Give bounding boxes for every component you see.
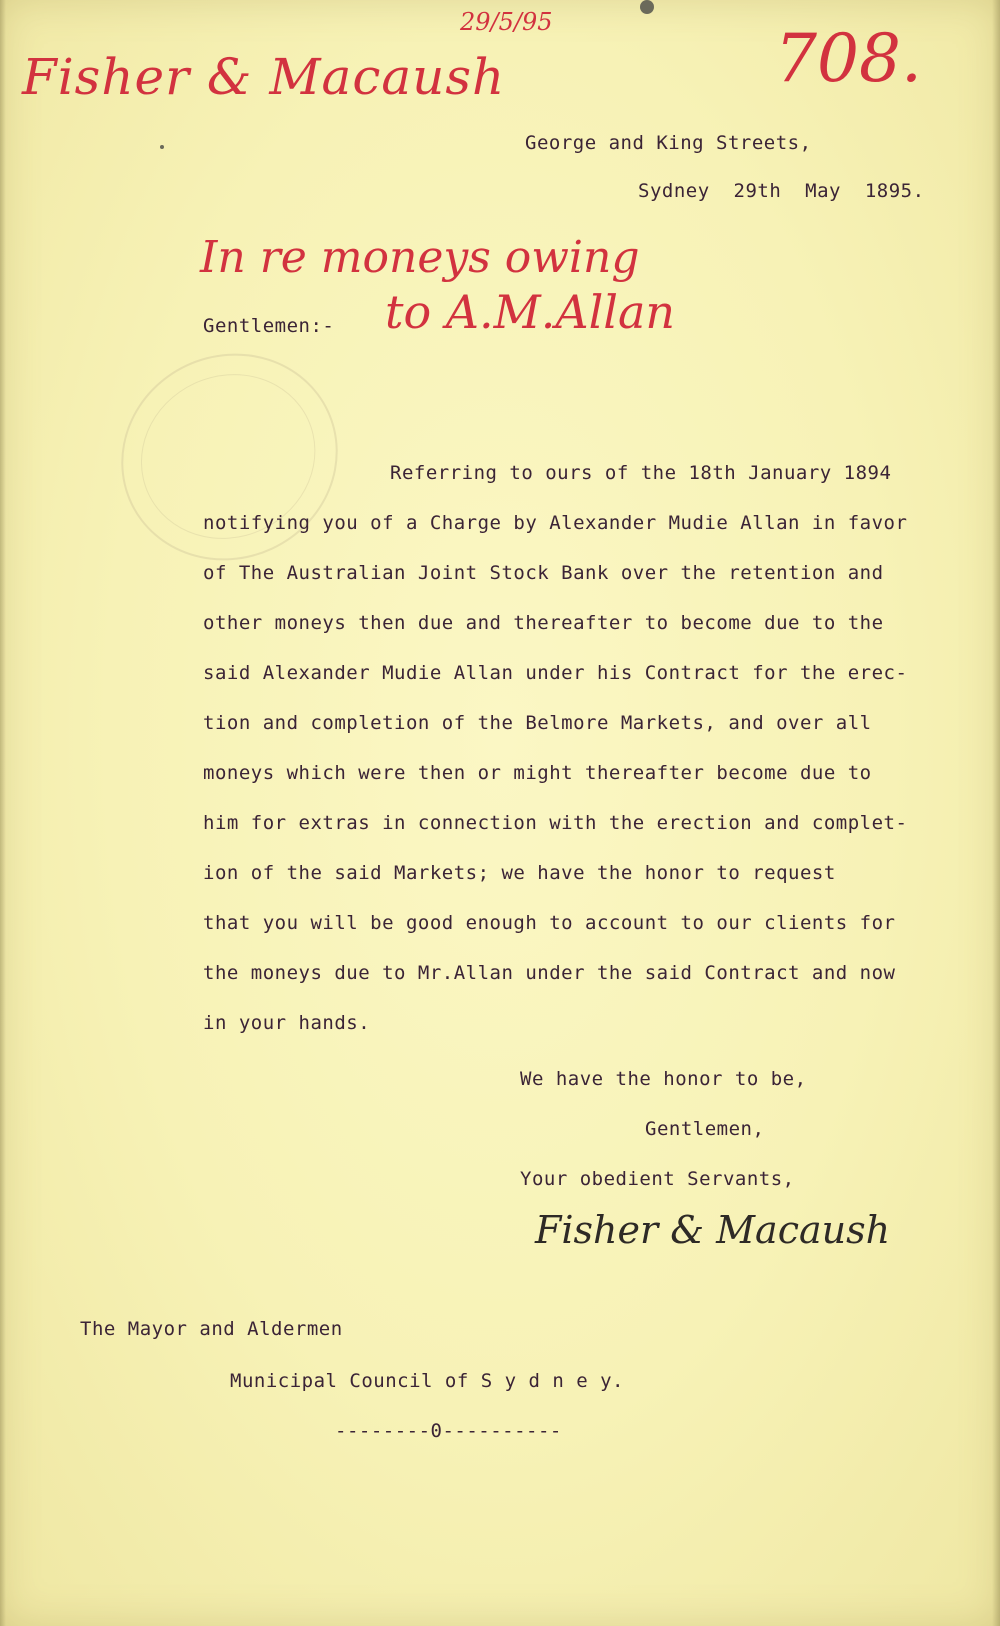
body-line: notifying you of a Charge by Alexander Mudie Allan in favor: [203, 512, 908, 534]
body-line: ion of the said Markets; we have the honor to request: [203, 862, 836, 884]
subject-annotation-line2: to A.M.Allan: [385, 285, 676, 339]
page-edge-right: [992, 0, 1000, 1626]
body-line: other moneys then due and thereafter to become due to the: [203, 612, 884, 634]
body-line: tion and completion of the Belmore Markets, and over all: [203, 712, 872, 734]
letter-date: Sydney 29th May 1895.: [638, 180, 925, 202]
body-line: in your hands.: [203, 1012, 371, 1034]
closing-line-3: Your obedient Servants,: [520, 1168, 795, 1190]
paper-speck: [640, 0, 654, 14]
body-line: said Alexander Mudie Allan under his Contract for the erec-: [203, 662, 908, 684]
body-line: him for extras in connection with the erection and complet-: [203, 812, 908, 834]
signature: Fisher & Macaush: [535, 1208, 891, 1252]
embossed-seal-inner-ring: [114, 346, 343, 568]
subject-annotation-line1: In re moneys owing: [200, 232, 640, 283]
date-annotation: 29/5/95: [460, 8, 553, 36]
end-mark: --------0----------: [335, 1420, 562, 1442]
file-number-annotation: 708.: [775, 20, 922, 97]
closing-line-1: We have the honor to be,: [520, 1068, 807, 1090]
paper-speck: [160, 145, 164, 149]
embossed-seal: [87, 318, 372, 595]
body-line: Referring to ours of the 18th January 1894: [390, 462, 892, 484]
letterhead-address: George and King Streets,: [525, 132, 812, 154]
body-line: moneys which were then or might thereafter become due to: [203, 762, 872, 784]
addressee-line-2: Municipal Council of S y d n e y.: [230, 1370, 624, 1392]
body-line: that you will be good enough to account to our clients for: [203, 912, 896, 934]
page-edge-left: [0, 0, 6, 1626]
closing-line-2: Gentlemen,: [645, 1118, 765, 1140]
salutation: Gentlemen:-: [203, 315, 335, 337]
firm-name-annotation: Fisher & Macaush: [22, 48, 506, 106]
body-line: the moneys due to Mr.Allan under the said Contract and now: [203, 962, 896, 984]
addressee-line-1: The Mayor and Aldermen: [80, 1318, 343, 1340]
body-line: of The Australian Joint Stock Bank over the retention and: [203, 562, 884, 584]
